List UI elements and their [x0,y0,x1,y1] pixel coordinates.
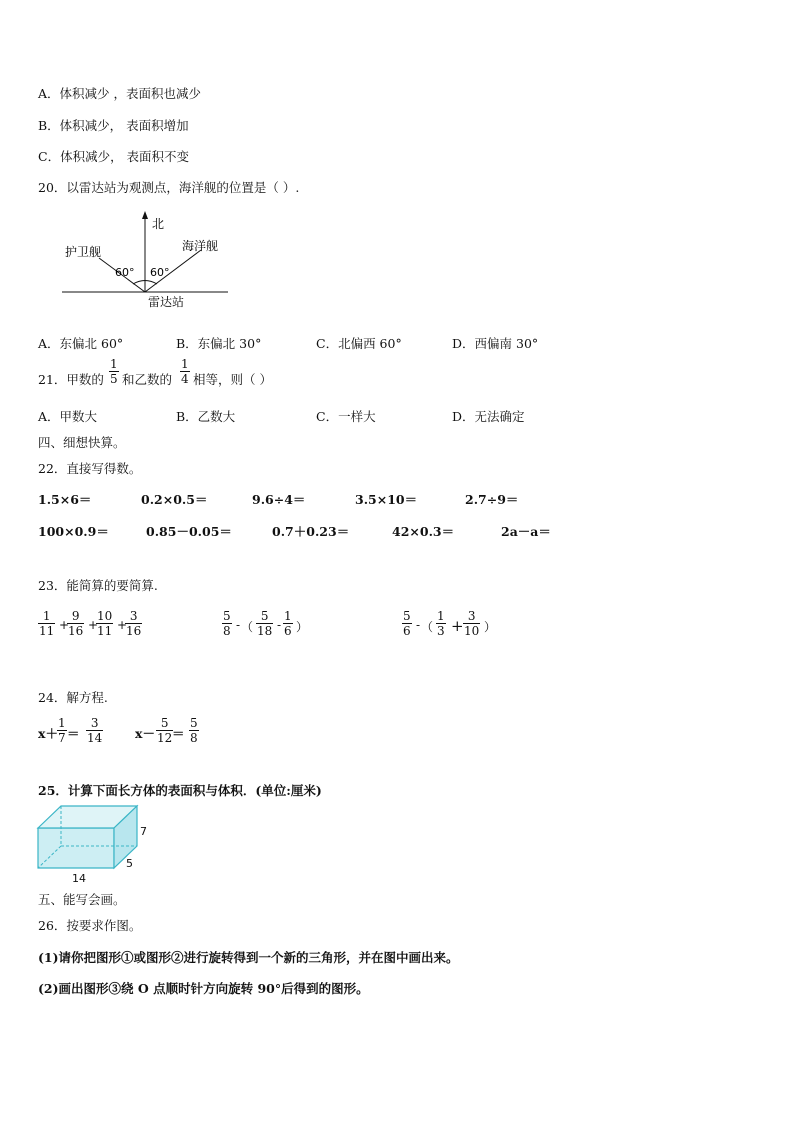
q22-stem: 22．直接写得数。 [38,461,142,476]
q23-e2-left-paren: （ [241,620,254,634]
q21-option-d: D．无法确定 [452,409,525,424]
cuboid-figure [30,800,160,886]
q23-e1-frac-1: $\frac{1}{11}$ [39,609,55,638]
q23-e2-frac-2: $\frac{5}{18}$ [257,609,273,638]
q23-e1-plus-2: + [88,618,99,632]
q24-stem: 24．解方程. [38,690,108,705]
q23-e2-inner-minus: - [277,618,282,632]
q24-eq2-equals: ＝ [172,726,185,741]
q21-option-c: C．一样大 [316,409,376,424]
q22-r2-c3: 0.7＋0.23＝ [272,524,350,539]
q21-fraction-2: $\frac{1}{4}$ [181,357,189,386]
q26-stem: 26．按要求作图。 [38,918,142,933]
q21-prefix: 21．甲数的 [38,372,104,387]
cuboid-length-label: 14 [72,872,86,885]
q23-e3-frac-1: $\frac{5}{6}$ [403,609,411,638]
right-angle-label: 60° [150,266,170,279]
section-4-heading: 四、细想快算。 [38,435,126,450]
cuboid-front-face [38,828,114,868]
q23-e3-right-paren: ） [484,620,497,634]
q22-r1-c2: 0.2×0.5＝ [141,492,208,507]
q19-option-b: B．体积减少， 表面积增加 [38,118,189,133]
q24-eq2-frac-2: $\frac{5}{8}$ [190,716,198,745]
q19-option-a: A．体积减少 ，表面积也减少 [38,86,202,101]
q23-e1-plus-3: + [117,618,128,632]
q22-r1-c1: 1.5×6＝ [38,492,92,507]
q24-eq1-frac-2: $\frac{3}{14}$ [87,716,103,745]
radar-direction-figure [55,208,240,313]
q24-eq2-frac-1: $\frac{5}{12}$ [157,716,173,745]
q23-e3-minus: - [416,618,421,632]
q23-e3-left-paren: （ [421,620,434,634]
q23-e3-plus: + [451,617,464,635]
q24-eq1-frac-1: $\frac{1}{7}$ [58,716,66,745]
q20-stem: 20．以雷达站为观测点，海洋舰的位置是（ ）. [38,180,300,195]
q20-option-a: A．东偏北 60° [38,336,124,351]
q26-part-1: (1)请你把图形①或图形②进行旋转得到一个新的三角形，并在图中画出来。 [38,950,459,965]
north-arrow-head [142,211,148,219]
q21-option-b: B．乙数大 [176,409,236,424]
q23-e3-frac-2: $\frac{1}{3}$ [437,609,445,638]
cuboid-height-label: 7 [140,825,147,838]
q21-fraction-1: $\frac{1}{5}$ [110,357,118,386]
q26-part-2: (2)画出图形③绕 O 点顺时针方向旋转 90°后得到的图形。 [38,981,369,996]
section-5-heading: 五、能写会画。 [38,892,126,907]
q20-option-b: B．东偏北 30° [176,336,262,351]
q23-e2-right-paren: ） [296,620,309,634]
cuboid-width-label: 5 [126,857,133,870]
q24-eq1-lhs: x＋ [38,726,58,741]
q21-option-a: A．甲数大 [38,409,98,424]
q21-suffix: 相等，则（ ） [193,372,272,387]
q25-stem: 25．计算下面长方体的表面积与体积．(单位:厘米) [38,783,322,798]
q23-e1-plus-1: + [59,618,70,632]
q22-r2-c5: 2a－a＝ [501,524,551,539]
q23-e2-frac-1: $\frac{5}{8}$ [223,609,231,638]
q23-e1-frac-3: $\frac{10}{11}$ [97,609,113,638]
q19-option-c: C．体积减少， 表面积不变 [38,149,190,164]
q20-option-d: D．西偏南 30° [452,336,539,351]
escort-ship-label: 护卫舰 [65,245,102,259]
q22-r1-c5: 2.7÷9＝ [465,492,519,507]
q24-eq1-equals: ＝ [67,726,80,741]
ocean-ship-label: 海洋舰 [182,239,219,253]
q20-option-c: C．北偏西 60° [316,336,402,351]
q23-e1-frac-4: $\frac{3}{16}$ [126,609,142,638]
north-label: 北 [152,217,165,231]
radar-station-label: 雷达站 [148,295,185,309]
left-angle-label: 60° [115,266,135,279]
q23-e2-minus: - [236,618,241,632]
q22-r1-c3: 9.6÷4＝ [252,492,306,507]
q23-e2-frac-3: $\frac{1}{6}$ [284,609,292,638]
q23-stem: 23．能简算的要简算. [38,578,158,593]
q23-e3-frac-3: $\frac{3}{10}$ [464,609,480,638]
q22-r2-c1: 100×0.9＝ [38,524,109,539]
q24-eq2-lhs: x－ [135,726,155,741]
q23-e1-frac-2: $\frac{9}{16}$ [68,609,84,638]
q21-middle: 和乙数的 [122,372,173,387]
q22-r2-c2: 0.85－0.05＝ [146,524,232,539]
q22-r2-c4: 42×0.3＝ [392,524,455,539]
q22-r1-c4: 3.5×10＝ [355,492,418,507]
